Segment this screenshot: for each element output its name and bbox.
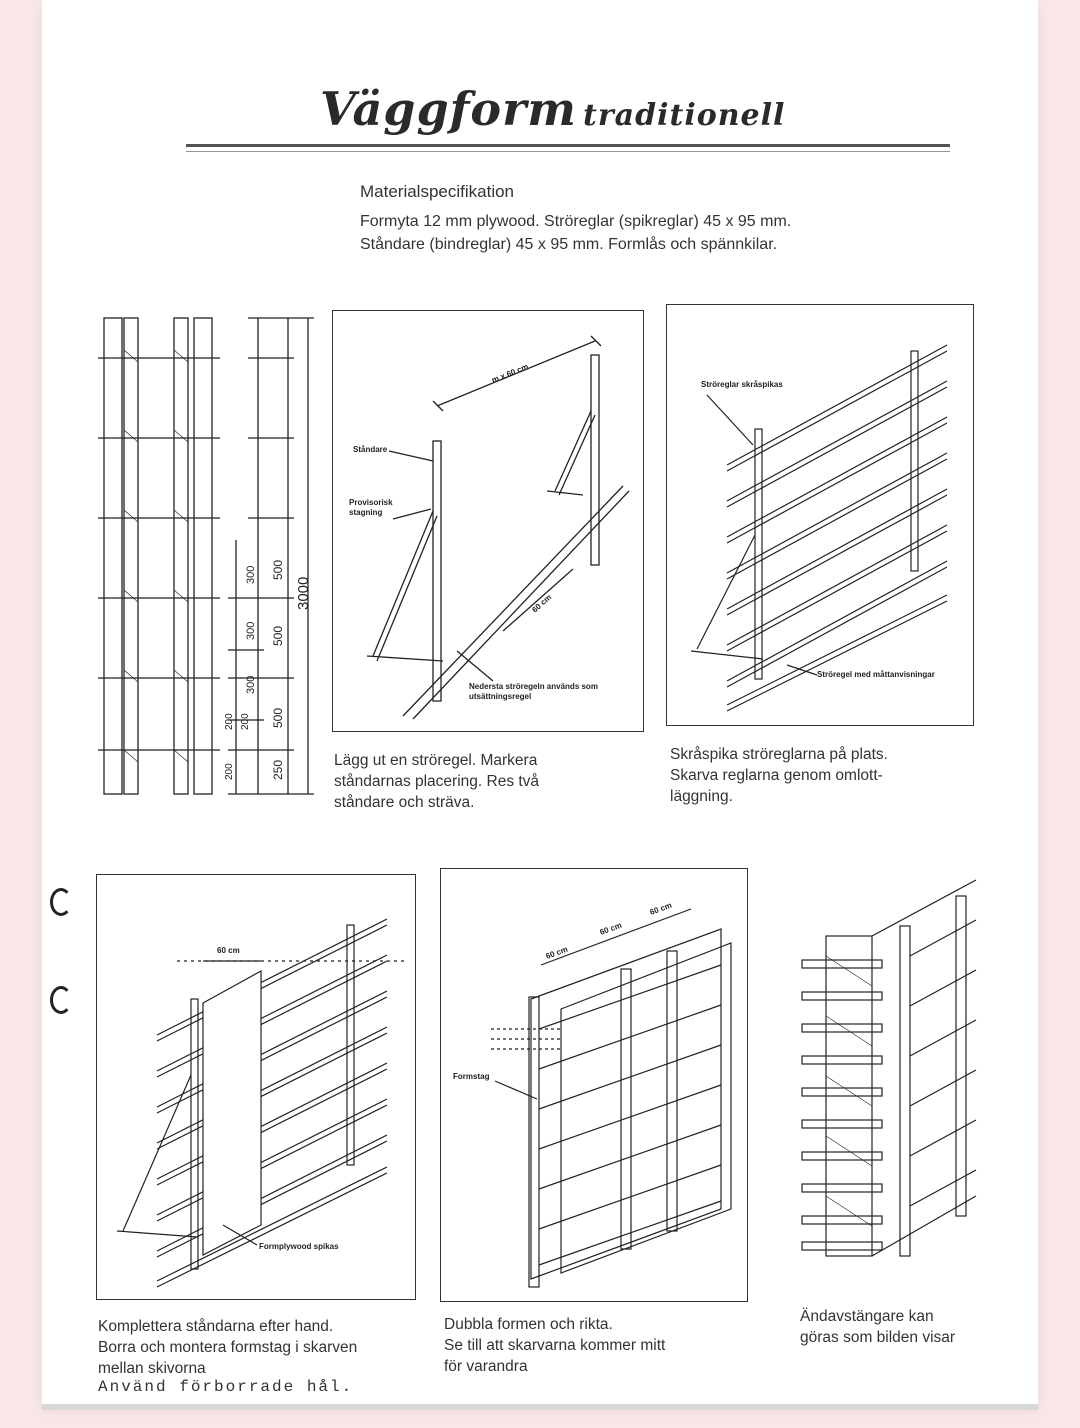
label-dim-1: 60 cm bbox=[544, 944, 570, 961]
title-main: Väggform bbox=[320, 82, 577, 136]
caption-line: göras som bilden visar bbox=[800, 1329, 956, 1346]
spec-line-1: Formyta 12 mm plywood. Ströreglar (spikreglar) 45 x 95 mm. bbox=[360, 213, 792, 230]
label-stagning-1: Provisorisk bbox=[349, 498, 393, 507]
footer-note: Använd förborrade hål. bbox=[98, 1378, 354, 1396]
figure-5-caption bbox=[800, 1306, 955, 1348]
title-rule bbox=[186, 144, 950, 147]
figure-2-caption bbox=[670, 744, 888, 807]
page-title bbox=[320, 82, 860, 136]
page-bottom-edge bbox=[42, 1404, 1038, 1410]
title-rule-thin bbox=[186, 151, 950, 152]
caption-line: ståndarnas placering. Res två bbox=[334, 773, 540, 790]
label-nedersta-2: utsättningsregel bbox=[469, 692, 532, 701]
figure-1-panel bbox=[332, 310, 644, 732]
dim-inner-1: 300 bbox=[245, 565, 257, 584]
figure-4-panel bbox=[440, 868, 748, 1302]
label-formstag: Formstag bbox=[453, 1072, 490, 1081]
dim-inner-2: 300 bbox=[245, 621, 257, 640]
dim-mid-2: 500 bbox=[271, 625, 285, 646]
label-dim-3: 60 cm bbox=[648, 900, 674, 917]
wall-section-drawing bbox=[98, 310, 330, 810]
caption-line: ståndare och sträva. bbox=[334, 794, 475, 811]
label-skraspikas: Ströreglar skråspikas bbox=[701, 380, 783, 389]
dim-inner-4: 200 bbox=[224, 713, 235, 730]
caption-line: Borra och montera formstag i skarven bbox=[98, 1339, 358, 1356]
caption-line: Lägg ut en ströregel. Markera bbox=[334, 752, 538, 769]
caption-line: Dubbla formen och rikta. bbox=[444, 1316, 613, 1333]
caption-line: för varandra bbox=[444, 1358, 528, 1375]
label-mattanvisningar: Ströregel med måttanvisningar bbox=[817, 670, 935, 679]
figure-2-drawing bbox=[667, 305, 973, 725]
label-nedersta-1: Nedersta ströregeln används som bbox=[469, 682, 598, 691]
figure-1-caption bbox=[334, 750, 539, 813]
label-formplywood: Formplywood spikas bbox=[259, 1242, 339, 1251]
label-60cm: 60 cm bbox=[530, 592, 554, 615]
figure-5-drawing bbox=[796, 876, 982, 1276]
label-mx60: m x 60 cm bbox=[490, 362, 530, 385]
figure-3-drawing bbox=[97, 875, 415, 1299]
dim-mid-1: 500 bbox=[271, 559, 285, 580]
dim-mid-3: 500 bbox=[271, 707, 285, 728]
caption-line: Skråspika ströreglarna på plats. bbox=[670, 746, 888, 763]
label-standare: Ståndare bbox=[353, 445, 388, 454]
figure-1-drawing bbox=[333, 311, 643, 731]
dim-inner-3: 300 bbox=[245, 675, 257, 694]
caption-line: Ändavstängare kan bbox=[800, 1308, 934, 1325]
figure-4-caption bbox=[444, 1314, 665, 1377]
label-dim-2: 60 cm bbox=[598, 920, 624, 937]
figure-2-panel bbox=[666, 304, 974, 726]
caption-line: Se till att skarvarna kommer mitt bbox=[444, 1337, 666, 1354]
dim-mid-4: 250 bbox=[271, 759, 285, 780]
dim-inner-5: 200 bbox=[240, 713, 251, 730]
binder-hole-icon bbox=[50, 888, 72, 916]
figure-4-drawing bbox=[441, 869, 747, 1301]
figure-3-caption bbox=[98, 1316, 357, 1379]
caption-line: Skarva reglarna genom omlott- bbox=[670, 767, 883, 784]
spec-line-2: Ståndare (bindreglar) 45 x 95 mm. Formlås och spännkilar. bbox=[360, 236, 778, 253]
dim-total: 3000 bbox=[295, 576, 312, 610]
label-60cm: 60 cm bbox=[217, 946, 240, 955]
caption-line: mellan skivorna bbox=[98, 1360, 206, 1377]
binder-hole-icon bbox=[50, 986, 72, 1014]
label-stagning-2: stagning bbox=[349, 508, 383, 517]
title-sub: traditionell bbox=[582, 98, 786, 133]
caption-line: Komplettera ståndarna efter hand. bbox=[98, 1318, 334, 1335]
dim-inner-6: 200 bbox=[224, 763, 235, 780]
spec-text bbox=[360, 210, 900, 256]
figure-3-panel bbox=[96, 874, 416, 1300]
spec-heading: Materialspecifikation bbox=[360, 182, 515, 201]
caption-line: läggning. bbox=[670, 788, 733, 805]
